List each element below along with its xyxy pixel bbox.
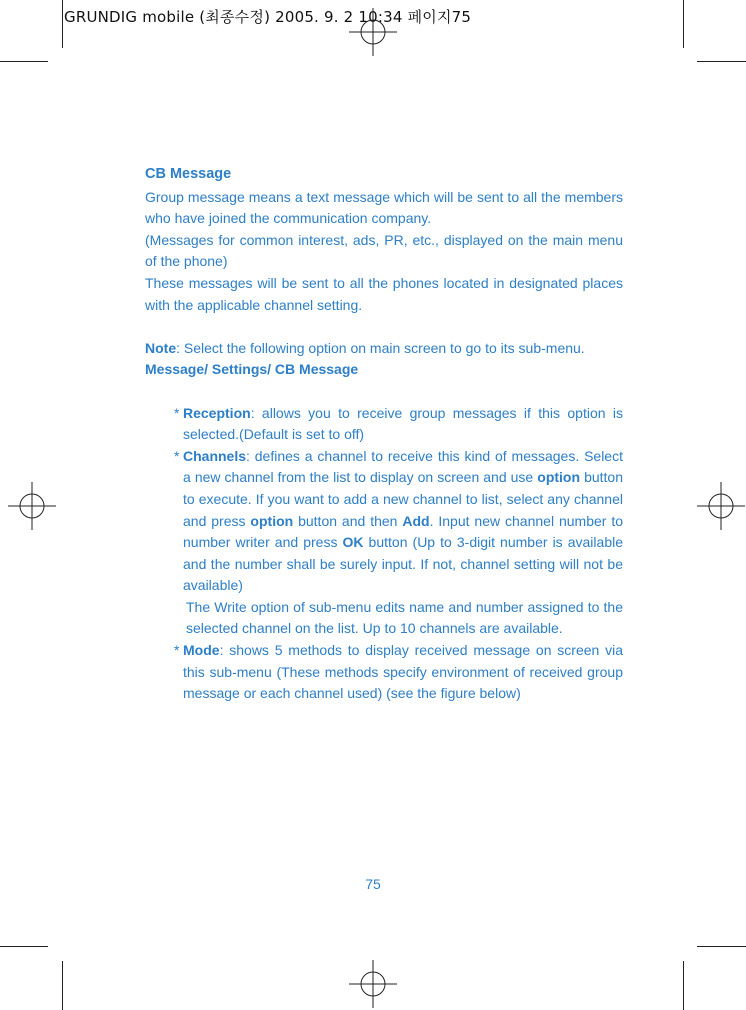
crop-mark-top-right-horizontal: [697, 61, 746, 62]
bullet-marker: *: [174, 642, 180, 659]
spacer: [145, 316, 623, 338]
note-label: Note: [145, 339, 177, 356]
channels-text-4: . Input new channel number to number writer and press: [183, 512, 624, 551]
channels-text-2: button to execute. If you want to add a new channel to list, select any channel and press: [183, 469, 623, 529]
intro-paragraph-3: These messages will be sent to all the phones located in designated places with the applicable channel setting.: [145, 274, 623, 313]
bullet-reception: [145, 403, 623, 446]
note-line: [145, 338, 623, 360]
print-header: GRUNDIG mobile (최종수정) 2005. 9. 2 10:34 페이지75: [64, 8, 472, 26]
intro-paragraph-1: Group message means a text message which will be sent to all the members who have joined the communication company.: [145, 188, 623, 227]
channels-sub-note: The Write option of sub-menu edits name and number assigned to the selected channel on the list. Up to 10 channels are available.: [186, 598, 623, 637]
bullet-mode: [145, 640, 623, 705]
channels-option-1: option: [537, 469, 581, 486]
bullet-marker: *: [174, 447, 180, 464]
note-text: : Select the following option on main screen to go to its sub-menu.: [176, 339, 585, 356]
reception-text: : allows you to receive group messages if this option is selected.(Default is set to off): [183, 404, 623, 443]
crop-mark-bottom-right-horizontal: [697, 946, 746, 947]
registration-mark-right-icon: [697, 482, 745, 530]
page-content: [145, 164, 623, 705]
page-number: 75: [365, 876, 381, 892]
registration-mark-left-icon: [8, 482, 56, 530]
intro-paragraph-2: (Messages for common interest, ads, PR, etc., displayed on the main menu of the phone): [145, 231, 623, 270]
registration-mark-top-icon: [349, 8, 397, 56]
menu-path: [145, 359, 623, 381]
channels-text-3: button and then: [293, 512, 403, 529]
mode-label: Mode: [183, 642, 220, 659]
registration-mark-bottom-icon: [349, 960, 397, 1008]
mode-text: : shows 5 methods to display received message on screen via this sub-menu (These methods specify environment of received group message or each channel used) (see the figure below): [183, 642, 623, 702]
crop-mark-bottom-right-vertical: [683, 961, 684, 1010]
crop-mark-top-left-vertical: [62, 0, 63, 48]
section-title: CB Message: [145, 166, 232, 182]
reception-label: Reception: [183, 404, 251, 421]
channels-text-1: : defines a channel to receive this kind of messages. Select a new channel from the list to display on screen and use: [183, 447, 623, 486]
bullet-channels: [145, 446, 623, 597]
channels-label: Channels: [183, 447, 247, 464]
channels-text-5: button (Up to 3-digit number is available and the number shall be surely input. If not, channel setting will not be available): [183, 534, 624, 594]
menu-path-text: Message/ Settings/ CB Message: [145, 361, 359, 378]
crop-mark-bottom-left-horizontal: [0, 946, 48, 947]
bullet-marker: *: [174, 404, 180, 421]
crop-mark-bottom-left-vertical: [62, 961, 63, 1010]
channels-ok: OK: [342, 534, 364, 551]
channels-option-2: option: [250, 512, 294, 529]
crop-mark-top-right-vertical: [683, 0, 684, 48]
crop-mark-top-left-horizontal: [0, 61, 48, 62]
spacer: [145, 381, 623, 403]
channels-add: Add: [402, 512, 430, 529]
